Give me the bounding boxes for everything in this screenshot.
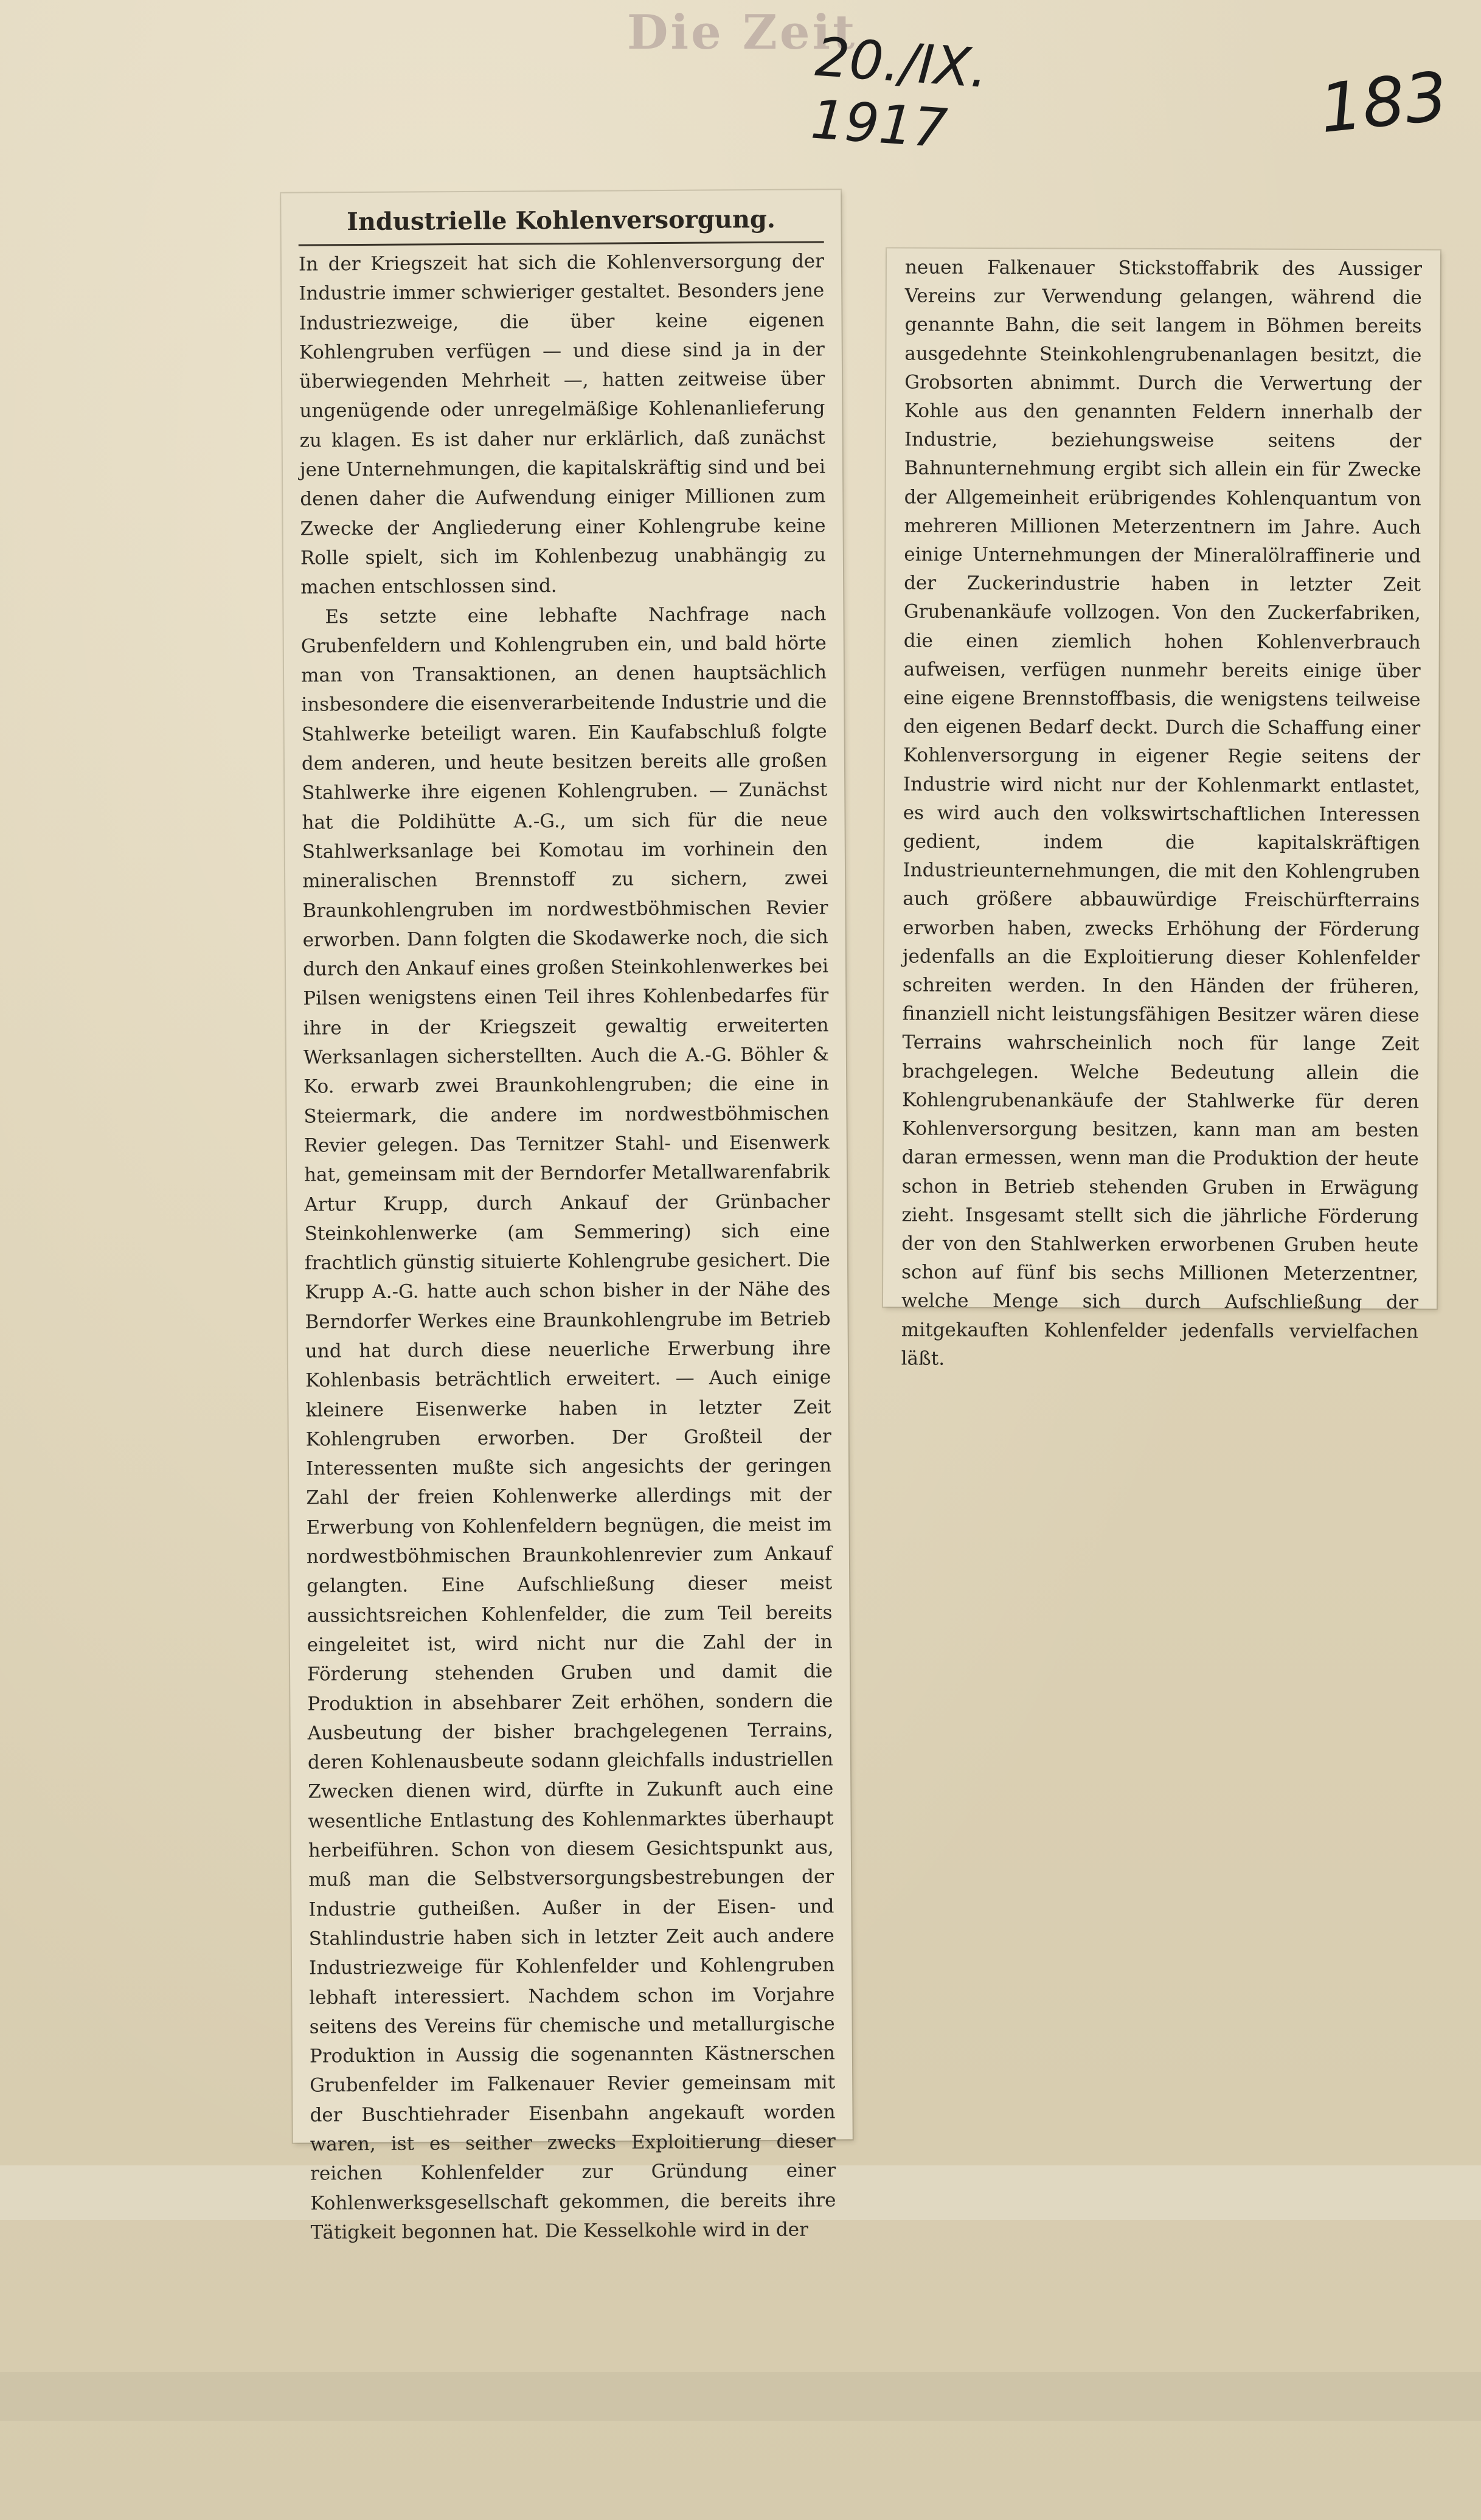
- right-column-text: [901, 254, 1422, 1375]
- paper-fold-shade: [0, 2372, 1481, 2421]
- article-headline: Industrielle Kohlenversorgung.: [298, 197, 824, 246]
- folio-number: 183: [1316, 57, 1451, 148]
- clipping-left-column: [281, 190, 853, 2244]
- clipping-right-column: [883, 248, 1440, 1370]
- paragraph: Es setzte eine lebhafte Nachfrage nach Grubenfeldern und Kohlengruben ein, und bald hörte man von Transaktionen, an denen hauptsächlich insbesondere die eisenverarbeitende Industrie und die Stahlwerke beteiligt waren. Ein Kaufabschluß folgte dem anderen, und heute besitzen bereits alle großen Stahlwerke ihre eigenen Kohlengruben. — Zunächst hat die Poldihütte A.-G., um sich für die neue Stahlwerksanlage bei Komotau im vorhinein den mineralischen Brennstoff zu sichern, zwei Braunkohlengruben im nordwestböhmischen Revier erworben. Dann folgten die Skodawerke noch, die sich durch den Ankauf eines großen Steinkohlenwerkes bei Pilsen wenigstens einen Teil ihres Kohlenbedarfes für ihre in der Kriegszeit gewaltig erweiterten Werksanlagen sicherstellten. Auch die A.-G. Böhler & Ko. erwarb zwei Braunkohlengruben; die eine in Steiermark, die andere im nordwestböhmischen Revier gelegen. Das Ternitzer Stahl- und Eisenwerk hat, gemeinsam mit der Berndorfer Metallwarenfabrik Artur Krupp, durch Ankauf der Grünbacher Steinkohlenwerke (am Semmering) sich eine frachtlich günstig situierte Kohlengrube gesichert. Die Krupp A.-G. hatte auch schon bisher in der Nähe des Berndorfer Werkes eine Braunkohlengrube im Betrieb und hat durch diese neuerliche Erwerbung ihre Kohlenbasis beträchtlich erweitert. — Auch einige kleinere Eisenwerke haben in letzter Zeit Kohlengruben erworben. Der Großteil der Interessenten mußte sich angesichts der geringen Zahl der freien Kohlenwerke allerdings mit der Erwerbung von Kohlenfeldern begnügen, die meist im nordwestböhmischen Braunkohlenrevier zum Ankauf gelangten. Eine Aufschließung dieser meist aussichtsreichen Kohlenfelder, die zum Teil bereits eingeleitet ist, wird nicht nur die Zahl der in Förderung stehenden Gruben und damit die Produktion in absehbarer Zeit erhöhen, sondern die Ausbeutung der bisher brachgelegenen Terrains, deren Kohlenausbeute sodann gleichfalls industriellen Zwecken dienen wird, dürfte in Zukunft auch eine wesentliche Entlastung des Kohlenmarktes überhaupt herbeiführen. Schon von diesem Gesichtspunkt aus, muß man die Selbstversorgungsbestrebungen der Industrie gutheißen. Außer in der Eisen- und Stahlindustrie haben sich in letzter Zeit auch andere Industriezweige für Kohlenfelder und Kohlengruben lebhaft interessiert. Nachdem schon im Vorjahre seitens des Vereins für chemische und metallurgische Produktion in Aussig die sogenannten Kästnerschen Grubenfelder im Falkenauer Revier gemeinsam mit der Buschtiehrader Eisenbahn angekauft worden waren, ist es seither zwecks Exploitierung dieser reichen Kohlenfelder zur Gründung einer Kohlenwerksgesellschaft gekommen, die bereits ihre Tätigkeit begonnen hat. Die Kesselkohle wird in der: [300, 602, 836, 2244]
- paragraph: neuen Falkenauer Stickstoffabrik des Aussiger Vereins zur Verwendung gelangen, während die genannte Bahn, die seit langem in Böhmen bereits ausgedehnte Steinkohlengrubenanlagen besitzt, die Grobsorten abnimmt. Durch die Verwertung der Kohle aus den genannten Feldern innerhalb der Industrie, beziehungsweise seitens der Bahnunternehmung ergibt sich allein ein für Zwecke der Allgemeinheit erübrigendes Kohlenquantum von mehreren Millionen Meterzentnern im Jahre. Auch einige Unternehmungen der Mineralölraffinerie und der Zuckerindustrie haben in letzter Zeit Grubenankäufe vollzogen. Von den Zuckerfabriken, die einen ziemlich hohen Kohlenverbrauch aufweisen, verfügen nunmehr bereits einige über eine eigene Brennstoffbasis, die wenigstens teilweise den eigenen Bedarf deckt. Durch die Schaffung einer Kohlenversorgung in eigener Regie seitens der Industrie wird nicht nur der Kohlenmarkt entlastet, es wird auch den volkswirtschaftlichen Interessen gedient, indem die kapitalskräftigen Industrieunternehmungen, die mit den Kohlengruben auch größere abbauwürdige Freischürfterrains erworben haben, zwecks Erhöhung der Förderung jedenfalls an die Exploitierung dieser Kohlenfelder schreiten werden. In den Händen der früheren, finanziell nicht leistungsfähigen Besitzer wären diese Terrains wahrscheinlich noch für lange Zeit brachgelegen. Welche Bedeutung allein die Kohlengrubenankäufe der Stahlwerke für deren Kohlenversorgung besitzen, kann man am besten daran ermessen, wenn man die Produktion der heute schon in Betrieb stehenden Gruben in Erwägung zieht. Insgesamt stellt sich die jährliche Förderung der von den Stahlwerken erworbenen Gruben heute schon auf fünf bis sechs Millionen Meterzentner, welche Menge sich durch Aufschließung der mitgekauften Kohlenfelder jedenfalls vervielfachen läßt.: [901, 256, 1422, 1370]
- left-column-text: [299, 246, 836, 2247]
- paragraph: In der Kriegszeit hat sich die Kohlenversorgung der Industrie immer schwieriger gestaltet. Besonders jene Industriezweige, die über keine eigenen Kohlengruben verfügen — und diese sind ja in der überwiegenden Mehrheit —, hatten zeitweise über ungenügende oder unregelmäßige Kohlenanlieferung zu klagen. Es ist daher nur erklärlich, daß zunächst jene Unternehmungen, die kapitalskräftig sind und bei denen daher die Aufwendung einiger Millionen zum Zwecke der Angliederung einer Kohlengrube keine Rolle spielt, sich im Kohlenbezug unabhängig zu machen entschlossen sind.: [298, 250, 826, 599]
- newspaper-stamp: Die Zeit: [626, 5, 858, 60]
- handwritten-date: 20./IX. 1917: [809, 25, 990, 160]
